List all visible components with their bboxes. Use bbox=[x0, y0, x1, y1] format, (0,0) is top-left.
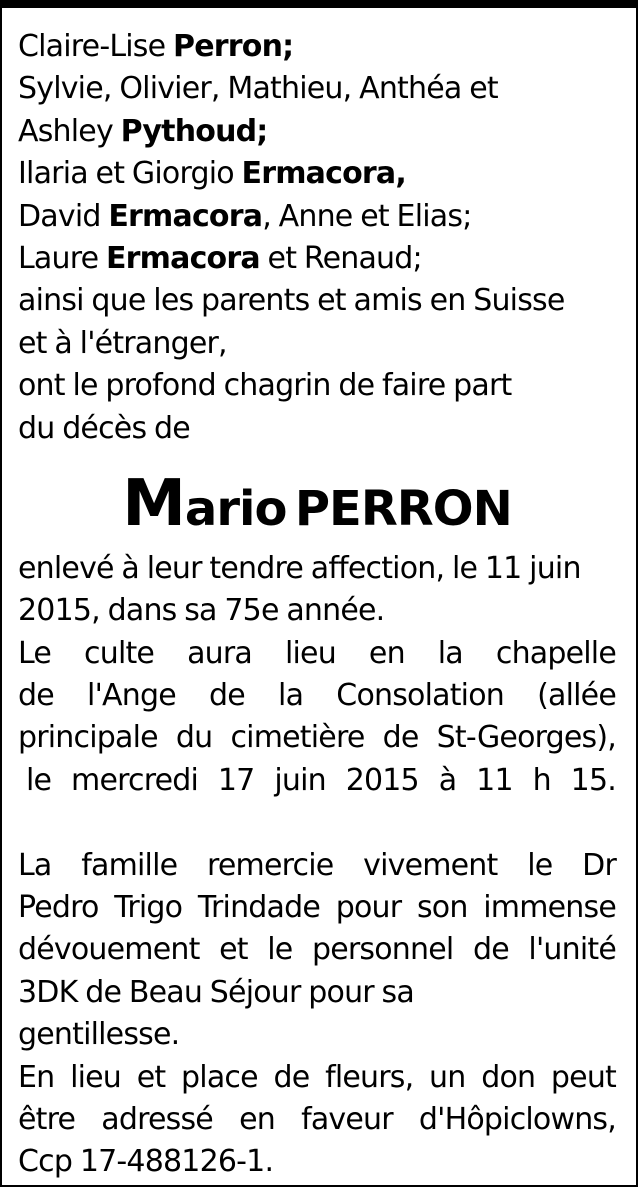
body-line-5: principale du cimetière de St-Georges), bbox=[18, 720, 616, 756]
surname: Ermacora bbox=[105, 240, 260, 276]
family-line-4 bbox=[18, 153, 616, 195]
line-rest: et Renaud; bbox=[259, 240, 422, 276]
body-line-8: Pedro Trigo Trindade pour son immense bbox=[18, 890, 616, 926]
given-names: Laure bbox=[18, 240, 106, 276]
body-line-7: La famille remercie vivement le Dr bbox=[18, 847, 616, 883]
body-line-3: Le culte aura lieu en la chapelle bbox=[18, 635, 616, 671]
family-line-9: ont le profond chagrin de faire part bbox=[18, 368, 512, 404]
family-line-1 bbox=[18, 26, 616, 68]
body-line-13: être adressé en faveur d'Hôpiclowns, bbox=[18, 1101, 616, 1137]
line-rest: , Anne et Elias; bbox=[262, 198, 472, 234]
family-line-2: Sylvie, Olivier, Mathieu, Anthéa et bbox=[18, 71, 498, 107]
given-names: Claire-Lise bbox=[18, 29, 174, 64]
deceased-first-initial: M bbox=[122, 466, 185, 541]
family-line-5 bbox=[18, 196, 616, 238]
body-line-11: gentillesse. bbox=[18, 1017, 180, 1053]
family-line-8: et à l'étranger, bbox=[18, 325, 227, 361]
surname: Pythoud; bbox=[120, 113, 268, 149]
deceased-name bbox=[18, 456, 616, 552]
body-line-12: En lieu et place de fleurs, un don peut bbox=[18, 1059, 616, 1095]
given-names: Ashley bbox=[18, 113, 121, 149]
body-line-4: de l'Ange de la Consolation (allée bbox=[18, 678, 616, 714]
surname: Ermacora, bbox=[241, 156, 406, 192]
family-line-6 bbox=[18, 238, 616, 280]
body-line-2: 2015, dans sa 75e année. bbox=[18, 593, 385, 629]
deceased-last-name: PERRON bbox=[294, 480, 512, 537]
surname: Ermacora bbox=[108, 198, 263, 234]
family-line-3 bbox=[18, 111, 616, 153]
given-names: Ilaria et Giorgio bbox=[18, 156, 242, 192]
body-line-10: 3DK de Beau Séjour pour sa bbox=[18, 974, 414, 1010]
family-line-10: du décès de bbox=[18, 410, 190, 446]
paragraph-spacer bbox=[18, 802, 616, 844]
body-line-14: Ccp 17-488126-1. bbox=[18, 1144, 274, 1180]
surname: Perron; bbox=[173, 29, 294, 64]
body-line-1: enlevé à leur tendre affection, le 11 juin bbox=[18, 550, 581, 586]
family-line-7: ainsi que les parents et amis en Suisse bbox=[18, 283, 565, 319]
given-names: David bbox=[18, 198, 109, 234]
deceased-first-name: ario bbox=[184, 480, 287, 537]
body-line-9: dévouement et le personnel de l'unité bbox=[18, 932, 616, 968]
body-line-6: le mercredi 17 juin 2015 à 11 h 15. bbox=[26, 762, 616, 798]
